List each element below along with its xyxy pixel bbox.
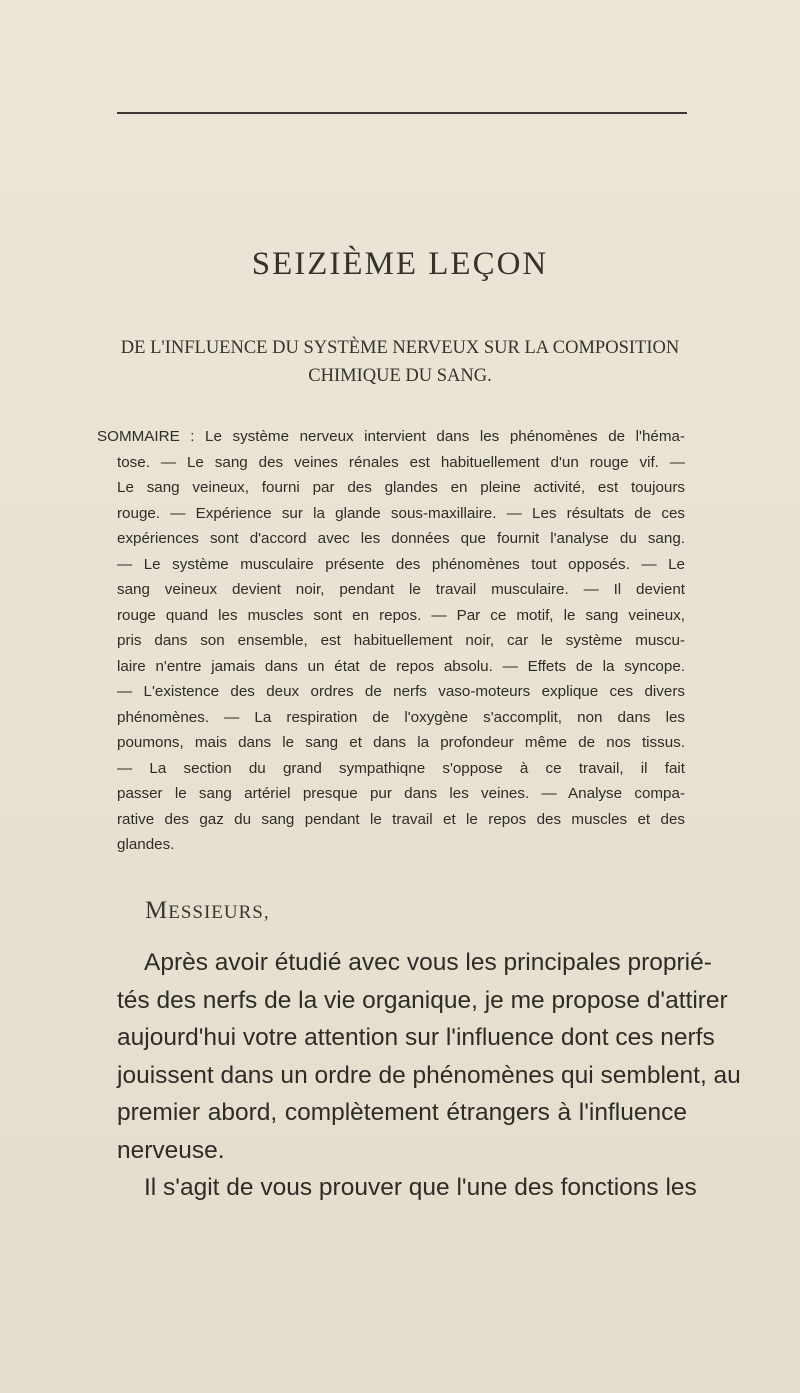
subtitle-line: CHIMIQUE DU SANG. [308,366,492,386]
lesson-title: SEIZIÈME LEÇON [251,246,549,282]
summary-line: poumons, mais dans le sang et dans la profondeur même de nos tissus. [117,734,685,751]
summary-line: passer le sang artériel presque pur dans les veines. — Analyse compa- [117,785,685,802]
summary-line: rouge. — Expérience sur la glande sous-maxillaire. — Les résultats de ces [117,504,685,522]
summary-line: — La section du grand sympathiqne s'oppose à ce travail, il fait [117,759,685,777]
body-line: tés des nerfs de la vie organique, je me propose d'attirer [117,986,728,1014]
summary-line: rouge quand les muscles sont en repos. — Par ce motif, le sang veineux, [117,606,685,624]
salutation-rest: ESSIEURS, [168,902,270,923]
summary-line: glandes. [117,836,175,853]
salutation [145,897,270,925]
summary-line: pris dans son ensemble, est habituellement noir, car le système muscu- [117,632,685,649]
summary-line: expériences sont d'accord avec les données que fournit l'analyse du sang. [117,530,685,547]
summary-line: tose. — Le sang des veines rénales est habituellement d'un rouge vif. — [117,453,685,471]
lesson-subtitle [80,334,720,390]
header-rule [117,112,687,114]
summary-line: laire n'entre jamais dans un état de repos absolu. — Effets de la syncope. [117,657,685,675]
summary-line: — Le système musculaire présente des phénomènes tout opposés. — Le [117,555,685,573]
summary-line: SOMMAIRE : Le système nerveux intervient dans les phénomènes de l'héma- [97,428,685,445]
summary-line: rative des gaz du sang pendant le travail et le repos des muscles et des [117,810,685,828]
body-paragraph [117,944,741,1207]
body-line: premier abord, complètement étrangers à l'influence [117,1099,687,1126]
summary-line: phénomènes. — La respiration de l'oxygène s'accomplit, non dans les [117,708,685,726]
body-line: jouissent dans un ordre de phénomènes qui semblent, au [117,1061,741,1089]
summary-line: Le sang veineux, fourni par des glandes en pleine activité, est toujours [117,479,685,496]
subtitle-line: DE L'INFLUENCE DU SYSTÈME NERVEUX SUR LA COMPOSITION [120,338,680,358]
summary-paragraph [97,424,685,858]
body-line: Après avoir étudié avec vous les principales proprié- [144,949,712,976]
salutation-initial: M [145,897,169,924]
summary-line: sang veineux devient noir, pendant le travail musculaire. — Il devient [117,581,685,598]
body-line: nerveuse. [117,1136,225,1164]
body-line: Il s'agit de vous prouver que l'une des fonctions les [144,1174,697,1201]
summary-line: — L'existence des deux ordres de nerfs vaso-moteurs explique ces divers [117,683,685,700]
body-line: aujourd'hui votre attention sur l'influence dont ces nerfs [117,1024,715,1051]
